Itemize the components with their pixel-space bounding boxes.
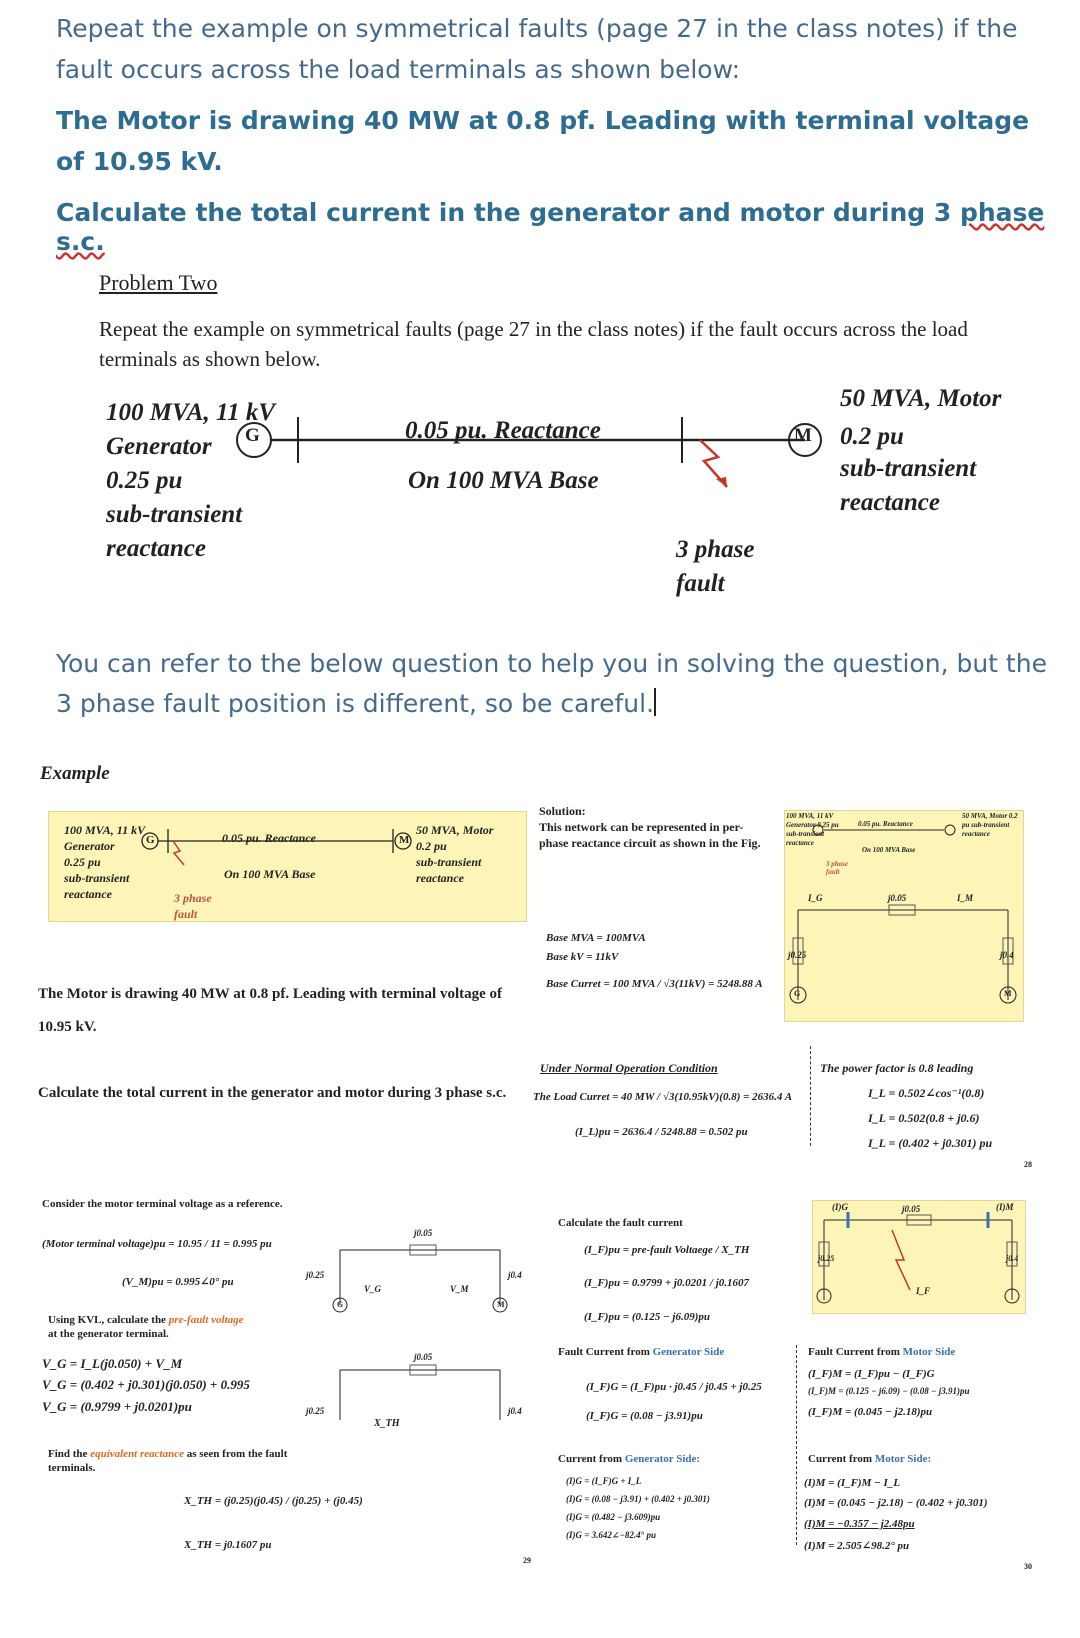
load-current: The Load Curret = 40 MW / √3(10.95kV)(0.8) = 2636.4 A bbox=[533, 1091, 793, 1103]
gen-reactance-word: reactance bbox=[106, 535, 206, 562]
ex-gen-reactance-word: reactance bbox=[64, 887, 112, 901]
base-kv: Base kV = 11kV bbox=[546, 951, 619, 963]
mini-motor: 50 MVA, Motor 0.2 pu sub-transient reactance bbox=[962, 812, 1018, 838]
eq-text bbox=[48, 1447, 288, 1475]
fault-eq-1: (I_F)pu = pre-fault Voltaege / X_TH bbox=[584, 1244, 750, 1256]
c1-vg: V_G bbox=[364, 1284, 382, 1294]
ex-motor-reactance: 0.2 pu bbox=[416, 839, 447, 853]
vm-line-1: (Motor terminal voltage)pu = 10.95 / 11 = 0.995 pu bbox=[42, 1238, 272, 1250]
ex-motor-text bbox=[416, 822, 493, 886]
fault-title: Calculate the fault current bbox=[558, 1217, 683, 1229]
problem-title: Problem Two bbox=[99, 270, 218, 295]
gside-a: Fault Current from bbox=[558, 1346, 653, 1358]
g-letter: G bbox=[245, 425, 260, 446]
eq-a: Find the bbox=[48, 1448, 91, 1460]
fault-eq-3: (I_F)pu = (0.125 − j6.09)pu bbox=[584, 1311, 710, 1323]
ex-m-letter: M bbox=[399, 834, 410, 846]
fc-if: I_F bbox=[916, 1286, 931, 1296]
mini-g: G bbox=[794, 989, 801, 998]
gen-label: Generator bbox=[106, 433, 212, 460]
fc-j005: j0.05 bbox=[902, 1204, 921, 1214]
c1-j005: j0.05 bbox=[414, 1228, 433, 1238]
fc-ig: (I)G bbox=[832, 1202, 848, 1212]
fault-eq-2: (I_F)pu = 0.9799 + j0.0201 / j0.1607 bbox=[584, 1277, 750, 1289]
mside-a: Fault Current from bbox=[808, 1346, 903, 1358]
pf-line-2: I_L = 0.502(0.8 + j0.6) bbox=[868, 1111, 980, 1125]
motor-rating: 50 MVA, Motor bbox=[840, 385, 1002, 412]
mini-ig: I_G bbox=[808, 893, 823, 903]
kvl-highlight: pre-fault voltage bbox=[168, 1314, 244, 1326]
mside-eq-3: (I_F)M = (0.045 − j2.18)pu bbox=[808, 1406, 933, 1418]
ex-fault-1: 3 phase bbox=[174, 891, 212, 905]
cm-a: Current from bbox=[808, 1453, 875, 1465]
load-current-pu: (I_L)pu = 2636.4 / 5248.88 = 0.502 pu bbox=[575, 1126, 748, 1138]
xth-line-2: X_TH = j0.1607 pu bbox=[184, 1539, 272, 1551]
c1-j04: j0.4 bbox=[508, 1270, 522, 1280]
mini-base: On 100 MVA Base bbox=[862, 846, 916, 854]
eq-highlight: equivalent reactance bbox=[90, 1448, 184, 1460]
fault-label-2: fault bbox=[676, 570, 725, 597]
cm-title bbox=[808, 1452, 931, 1466]
m-letter: M bbox=[794, 425, 812, 446]
pf-title: The power factor is 0.8 leading bbox=[820, 1061, 974, 1075]
mini-j005: j0.05 bbox=[888, 893, 907, 903]
example-label: Example bbox=[40, 763, 110, 784]
ex-gen-rating: 100 MVA, 11 kV bbox=[64, 823, 146, 837]
mside-title bbox=[808, 1345, 955, 1359]
mini-line: 0.05 pu. Reactance bbox=[858, 820, 913, 828]
cm-eq-1: (I)M = (I_F)M − I_L bbox=[804, 1477, 901, 1489]
cg-a: Current from bbox=[558, 1453, 625, 1465]
ex-statement-2: Calculate the total current in the generator and motor during 3 phase s.c. bbox=[38, 1085, 507, 1101]
gside-eq-1: (I_F)G = (I_F)pu · j0.45 / j0.45 + j0.25 bbox=[586, 1381, 762, 1393]
fault-label-1: 3 phase bbox=[676, 536, 755, 563]
question-line-3 bbox=[56, 198, 1080, 256]
mini-j04: j0.4 bbox=[1000, 950, 1014, 960]
kvl-text bbox=[48, 1313, 308, 1341]
divider-28 bbox=[810, 1046, 811, 1146]
ref-title: Consider the motor terminal voltage as a reference. bbox=[42, 1198, 283, 1210]
pf-line-3: I_L = (0.402 + j0.301) pu bbox=[868, 1136, 993, 1150]
cm-eq-2: (I)M = (0.045 − j2.18) − (0.402 + j0.301) bbox=[804, 1497, 988, 1509]
ex-gen-reactance: 0.25 pu bbox=[64, 855, 101, 869]
gside-title bbox=[558, 1345, 724, 1359]
cg-eq-4: (I)G = 3.642∠−82.4° pu bbox=[566, 1530, 656, 1540]
gside-eq-2: (I_F)G = (0.08 − j3.91)pu bbox=[586, 1410, 703, 1422]
question-line-3-underlined: phase s.c. bbox=[56, 198, 1045, 256]
c2-j04: j0.4 bbox=[508, 1406, 522, 1416]
fc-j04: j0.4 bbox=[1006, 1254, 1019, 1263]
ex-line-base: On 100 MVA Base bbox=[224, 867, 316, 881]
mini-j025: j0.25 bbox=[788, 950, 807, 960]
ex-fault-label bbox=[174, 890, 212, 922]
line-base-label: On 100 MVA Base bbox=[408, 467, 599, 494]
question-line-3-text: Calculate the total current in the generator and motor during 3 bbox=[56, 198, 960, 227]
page-28: 28 bbox=[1024, 1160, 1032, 1169]
c1-vm: V_M bbox=[450, 1284, 469, 1294]
mside-highlight: Motor Side bbox=[902, 1346, 956, 1358]
mini-fault: 3 phase fault bbox=[826, 860, 848, 876]
cg-title bbox=[558, 1452, 700, 1466]
question-line-2: The Motor is drawing 40 MW at 0.8 pf. Leading with terminal voltage of 10.95 kV. bbox=[56, 106, 1030, 176]
ex-fault-2: fault bbox=[174, 907, 198, 921]
vg-line-1: V_G = I_L(j0.050) + V_M bbox=[42, 1356, 183, 1371]
mside-eq-2: (I_F)M = (0.125 − j6.09) − (0.08 − j3.91)pu bbox=[808, 1386, 970, 1396]
vg-line-3: V_G = (0.9799 + j0.0201)pu bbox=[42, 1399, 192, 1414]
motor-reactance-word: reactance bbox=[840, 489, 940, 516]
solution-title: Solution: bbox=[539, 804, 586, 818]
mini-gen: 100 MVA, 11 kV Generator 0.25 pu sub-transient reactance bbox=[786, 812, 839, 847]
ex-statement-1: The Motor is drawing 40 MW at 0.8 pf. Leading with terminal voltage of 10.95 kV. bbox=[38, 986, 503, 1035]
eq-b: as seen from the fault terminals. bbox=[48, 1448, 288, 1474]
xth-line-1: X_TH = (j0.25)(j0.45) / (j0.25) + (j0.45) bbox=[184, 1495, 363, 1507]
cg-highlight: Generator Side: bbox=[624, 1453, 701, 1465]
text-cursor bbox=[654, 688, 656, 716]
ex-gen-subtransient: sub-transient bbox=[64, 871, 130, 885]
c1-m: M bbox=[497, 1300, 505, 1309]
gen-rating: 100 MVA, 11 kV bbox=[106, 399, 276, 426]
kvl-a: Using KVL, calculate the bbox=[48, 1314, 169, 1326]
ex-motor-rating: 50 MVA, Motor bbox=[416, 823, 494, 837]
ex-motor-subtransient: sub-transient bbox=[416, 855, 482, 869]
cm-highlight: Motor Side: bbox=[874, 1453, 932, 1465]
c1-j025: j0.25 bbox=[306, 1270, 325, 1280]
thevenin-circuits-svg bbox=[320, 1230, 530, 1430]
c2-j005: j0.05 bbox=[414, 1352, 433, 1362]
vm-line-2: (V_M)pu = 0.995∠0° pu bbox=[122, 1276, 234, 1288]
solution-text: This network can be represented in per-phase reactance circuit as shown in the Fig. bbox=[539, 820, 761, 850]
ex-motor-reactance-word: reactance bbox=[416, 871, 464, 885]
refer-note bbox=[56, 644, 1056, 724]
fc-im: (I)M bbox=[996, 1202, 1014, 1212]
ex-gen-label: Generator bbox=[64, 839, 115, 853]
kvl-b: at the generator terminal. bbox=[48, 1328, 169, 1340]
page-29: 29 bbox=[523, 1556, 531, 1565]
cm-eq-4: (I)M = 2.505∠98.2° pu bbox=[804, 1540, 910, 1552]
line-reactance-label: 0.05 pu. Reactance bbox=[405, 417, 601, 444]
cm-eq-3: (I)M = −0.357 − j2.48pu bbox=[804, 1518, 915, 1530]
pf-line-1: I_L = 0.502∠cos⁻¹(0.8) bbox=[868, 1086, 985, 1100]
mside-eq-1: (I_F)M = (I_F)pu − (I_F)G bbox=[808, 1368, 935, 1380]
ex-g-letter: G bbox=[146, 834, 155, 846]
c2-xth: X_TH bbox=[374, 1418, 400, 1429]
c1-g: G bbox=[337, 1300, 344, 1309]
question-line-1: Repeat the example on symmetrical faults (page 27 in the class notes) if the fault occurs across the load terminals as shown below: bbox=[56, 14, 1018, 84]
page-30: 30 bbox=[1024, 1562, 1032, 1571]
base-mva: Base MVA = 100MVA bbox=[546, 932, 646, 944]
normal-title: Under Normal Operation Condition bbox=[540, 1061, 718, 1075]
ex-line-label: 0.05 pu. Reactance bbox=[222, 831, 316, 845]
vg-line-2: V_G = (0.402 + j0.301)(j0.050) + 0.995 bbox=[42, 1377, 250, 1392]
gen-reactance: 0.25 pu bbox=[106, 467, 183, 494]
c2-j025: j0.25 bbox=[306, 1406, 325, 1416]
problem-diagram bbox=[0, 385, 1080, 615]
cg-eq-3: (I)G = (0.482 − j3.609)pu bbox=[566, 1512, 661, 1522]
gside-highlight: Generator Side bbox=[652, 1346, 725, 1358]
refer-note-text: You can refer to the below question to help you in solving the question, but the 3 phase fault position is different, so be careful. bbox=[56, 649, 1047, 718]
motor-subtransient: sub-transient bbox=[840, 455, 977, 482]
cg-eq-2: (I)G = (0.08 − j3.91) + (0.402 + j0.301) bbox=[566, 1494, 710, 1504]
motor-reactance: 0.2 pu bbox=[840, 423, 904, 450]
divider-30 bbox=[796, 1345, 797, 1545]
gen-subtransient: sub-transient bbox=[106, 501, 243, 528]
problem-text: Repeat the example on symmetrical faults (page 27 in the class notes) if the fault occurs across the load terminals as shown below. bbox=[99, 317, 968, 371]
base-current: Base Curret = 100 MVA / √3(11kV) = 5248.88 A bbox=[546, 978, 763, 990]
mini-m: M bbox=[1004, 989, 1012, 998]
mini-im: I_M bbox=[957, 893, 974, 903]
cg-eq-1: (I)G = (I_F)G + I_L bbox=[566, 1476, 642, 1486]
fc-j025: j0.25 bbox=[818, 1254, 835, 1263]
